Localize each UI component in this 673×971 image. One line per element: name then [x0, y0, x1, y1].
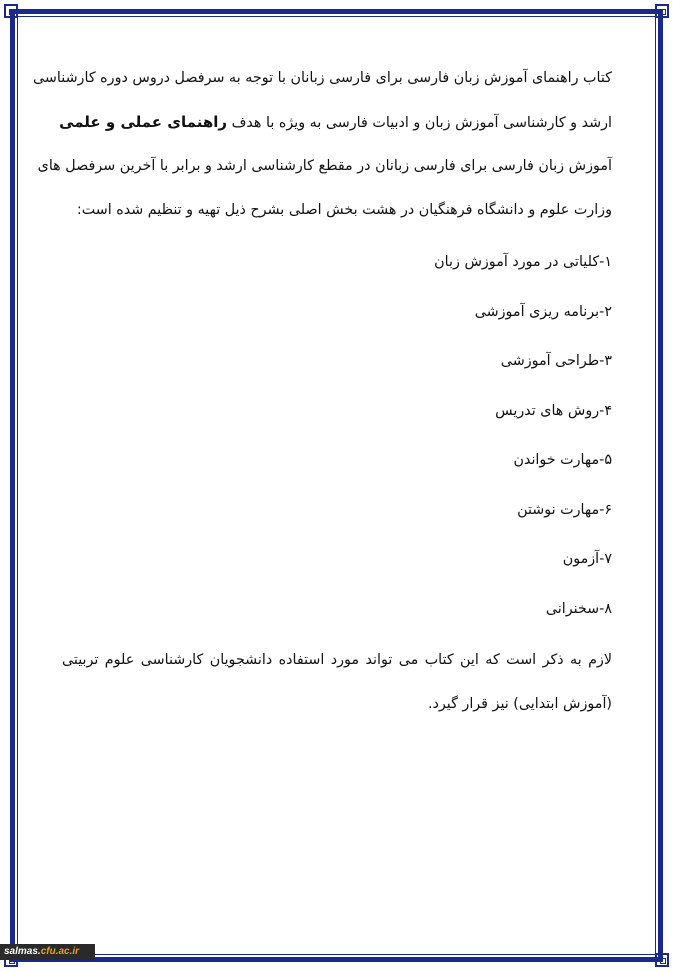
frame-corner-ornament — [4, 4, 18, 18]
section-item: ۴-روش های تدریس — [495, 402, 612, 419]
section-item: ۶-مهارت نوشتن — [517, 501, 612, 518]
watermark-badge — [0, 944, 95, 960]
section-item: ۷-آزمون — [562, 551, 612, 567]
section-item: ۸-سخنرانی — [545, 600, 612, 617]
section-item: ۳-طراحی آموزشی — [500, 353, 612, 369]
closing-line: (آموزش ابتدایی) نیز قرار گیرد. — [427, 696, 612, 712]
intro-paragraph — [33, 56, 612, 232]
closing-line: لازم به ذکر است که این کتاب می تواند مورد استفاده دانشجویان کارشناسی علوم تربیتی — [62, 652, 612, 668]
watermark-prefix: salmas. — [4, 946, 41, 957]
frame-corner-ornament — [655, 953, 669, 967]
watermark-domain: cfu.ac.ir — [40, 946, 80, 957]
sections-list — [62, 238, 612, 634]
intro-line — [59, 100, 612, 144]
section-item: ۵-مهارت خواندن — [513, 452, 612, 468]
document-body — [33, 56, 612, 726]
intro-line-text: ارشد و کارشناسی آموزش زبان و ادبیات فارسی به ویژه با هدف — [231, 115, 612, 131]
intro-line: وزارت علوم و دانشگاه فرهنگیان در هشت بخش اصلی بشرح ذیل تهیه و تنظیم شده است: — [76, 202, 612, 218]
intro-line: کتاب راهنمای آموزش زبان فارسی برای فارسی زبانان با توجه به سرفصل دروس دوره کارشناسی — [33, 70, 612, 86]
closing-paragraph — [62, 638, 612, 726]
section-item: ۱-کلیاتی در مورد آموزش زبان — [434, 254, 612, 270]
section-item: ۲-برنامه ریزی آموزشی — [474, 303, 612, 320]
frame-corner-ornament — [655, 4, 669, 18]
intro-bold-phrase: راهنمای عملی و علمی — [59, 113, 228, 131]
intro-line: آموزش زبان فارسی برای فارسی زبانان در مقطع کارشناسی ارشد و برابر با آخرین سرفصل های — [37, 158, 612, 174]
